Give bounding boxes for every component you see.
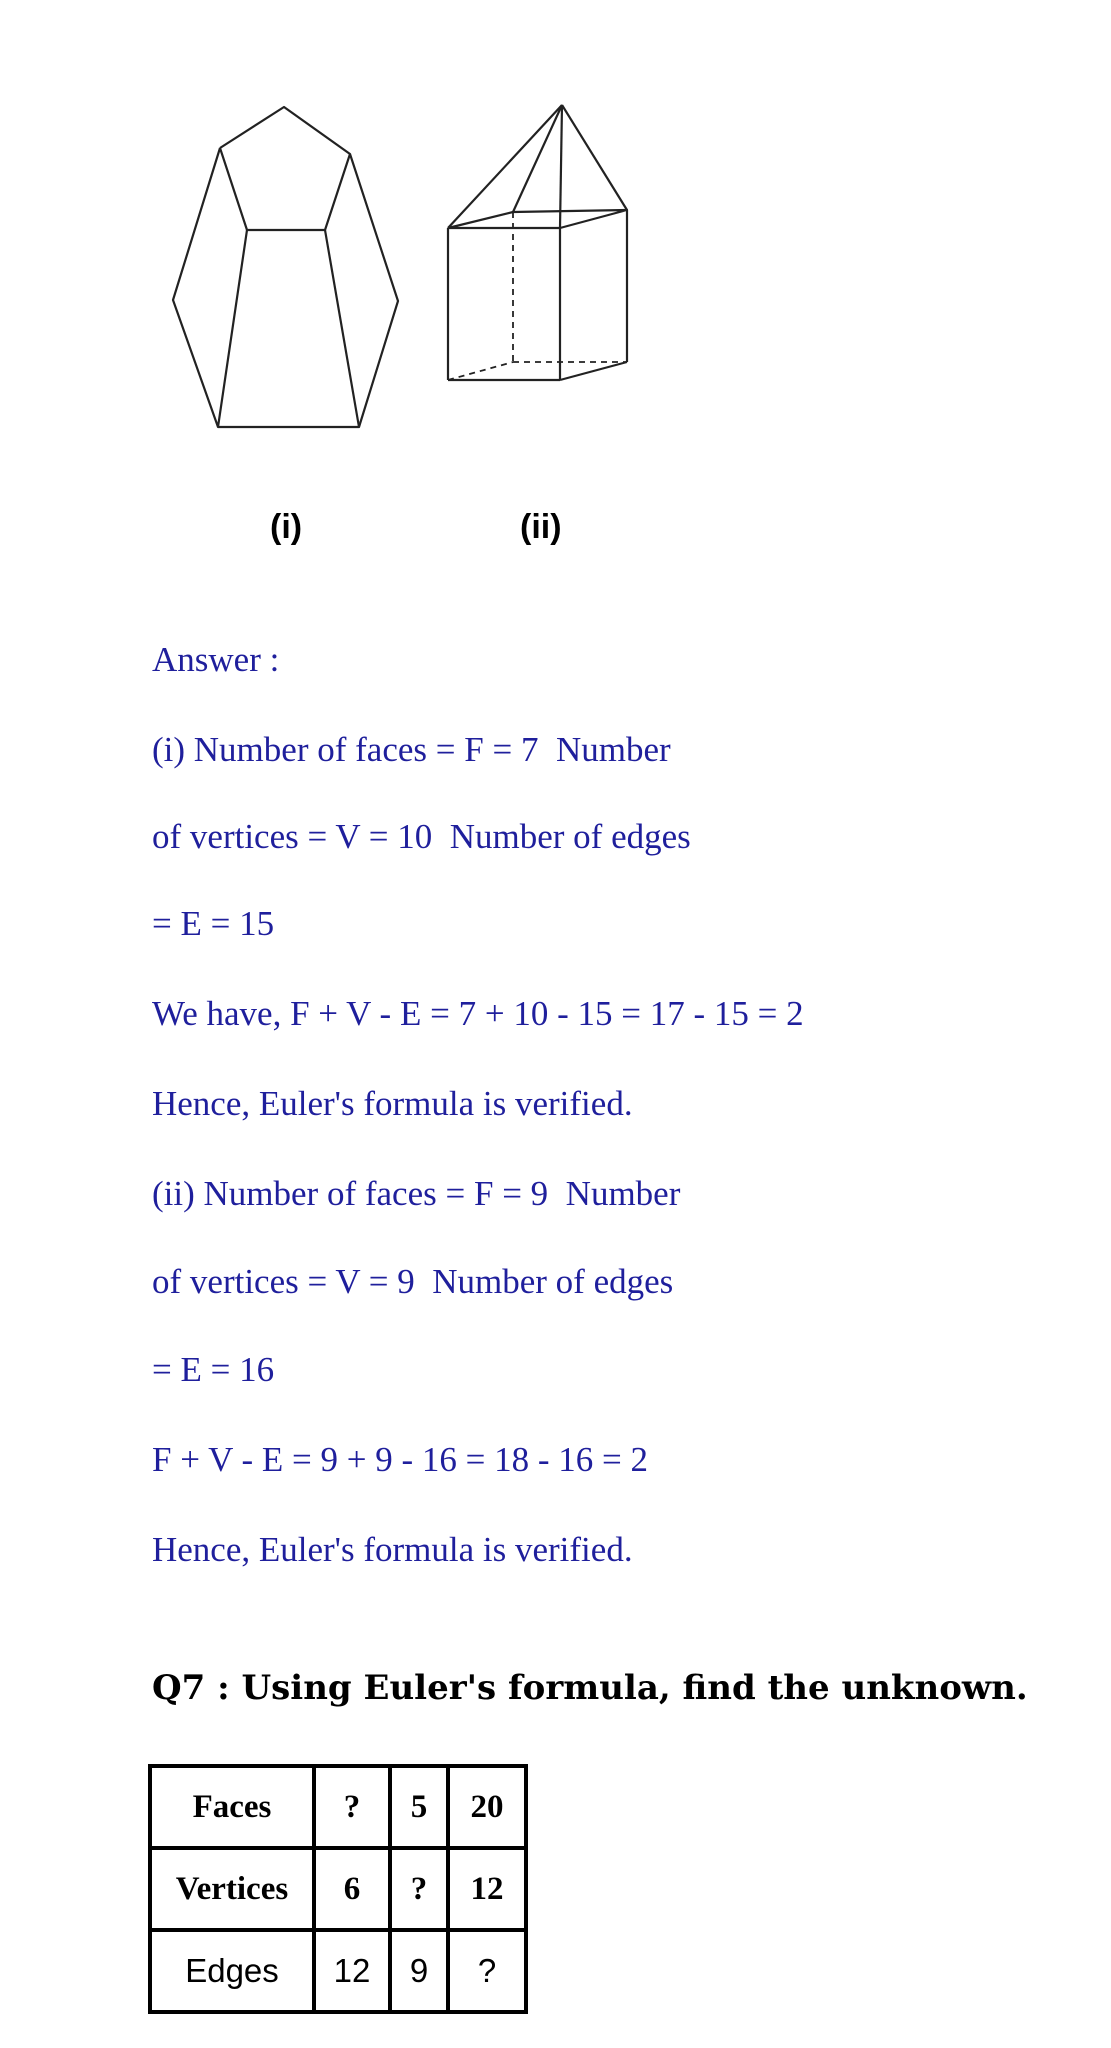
table-cell: ? xyxy=(314,1766,390,1848)
table-row xyxy=(150,1930,526,2012)
answer-line: of vertices = V = 10 Number of edges xyxy=(152,817,691,856)
table-row xyxy=(150,1766,526,1848)
question-title: Q7 : Using Euler's formula, find the unknown. xyxy=(152,1668,1028,1708)
euler-table xyxy=(148,1764,528,2014)
table-cell: ? xyxy=(390,1848,448,1930)
table-cell: 6 xyxy=(314,1848,390,1930)
answer-line: (ii) Number of faces = F = 9 Number xyxy=(152,1174,681,1213)
table-cell: 9 xyxy=(390,1930,448,2012)
answer-line: of vertices = V = 9 Number of edges xyxy=(152,1262,674,1301)
table-row-header-vertices: Vertices xyxy=(150,1848,314,1930)
answer-line: = E = 15 xyxy=(152,904,275,943)
polyhedra-figures xyxy=(0,0,1111,480)
answer-heading: Answer : xyxy=(152,640,280,679)
answer-line: F + V - E = 9 + 9 - 16 = 18 - 16 = 2 xyxy=(152,1440,649,1479)
table-row-header-faces: Faces xyxy=(150,1766,314,1848)
answer-line: Hence, Euler's formula is verified. xyxy=(152,1084,633,1123)
figure-i-pentagonal-solid xyxy=(173,107,398,427)
answer-line: (i) Number of faces = F = 7 Number xyxy=(152,730,671,769)
figure-label-ii: (ii) xyxy=(520,508,562,546)
table-cell: 5 xyxy=(390,1766,448,1848)
figure-ii-pyramid-on-prism xyxy=(448,105,627,380)
table-cell: 12 xyxy=(448,1848,526,1930)
table-row-header-edges: Edges xyxy=(150,1930,314,2012)
answer-line: Hence, Euler's formula is verified. xyxy=(152,1530,633,1569)
figure-label-i: (i) xyxy=(270,508,303,546)
answer-line: We have, F + V - E = 7 + 10 - 15 = 17 - 15 = 2 xyxy=(152,994,804,1033)
table-cell: ? xyxy=(448,1930,526,2012)
table-cell: 12 xyxy=(314,1930,390,2012)
table-row xyxy=(150,1848,526,1930)
answer-line: = E = 16 xyxy=(152,1350,275,1389)
table-cell: 20 xyxy=(448,1766,526,1848)
